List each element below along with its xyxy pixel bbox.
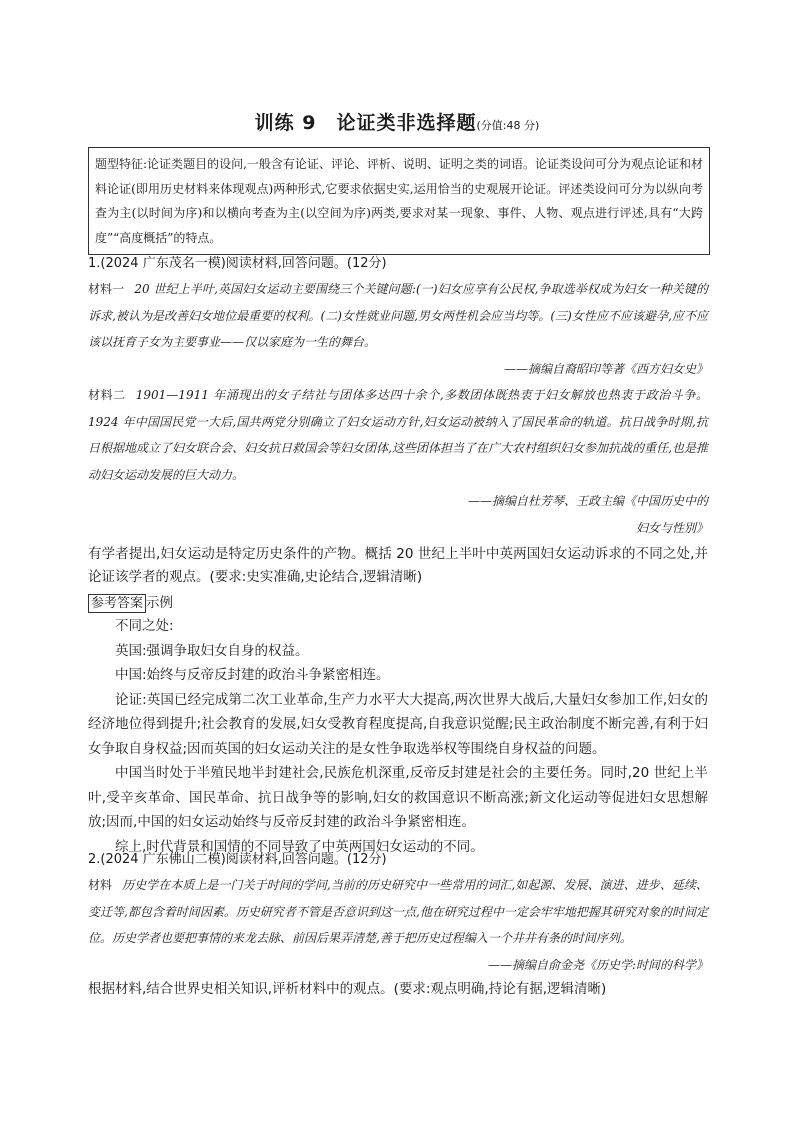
q1-answer-line-1: 不同之处: — [115, 618, 174, 634]
q1-material-1-source: ——摘编自裔昭印等著《西方妇女史》 — [503, 361, 708, 376]
q1-material-1-text: 20 世纪上半叶,英国妇女运动主要围绕三个关键问题:(一)妇女应享有公民权,争取选举权成为妇女一种关键的诉求,被认为是改善妇女地位最重要的权利。(二)女性就业问题,男女两性机会应当均等。(三)女性应不应该避孕,应不应该以抚育子女为主要事业——仅以家庭为一生的舞台。 — [88, 282, 708, 349]
q1-material-2-source-line1: ——摘编自杜芳琴、王政主编《中国历史中的 — [467, 494, 708, 508]
question-1-head: 1.(2024 广东茂名一模)阅读材料,回答问题。(12分) — [88, 256, 387, 271]
q1-answer-argument-uk: 论证:英国已经完成第二次工业革命,生产力水平大大提高,两次世界大战后,大量妇女参加工作,妇女的经济地位得到提升;社会教育的发展,妇女受教育程度提高,自我意识觉醒;民主政治制度不断完善,有利于妇女争取自身权益;因而英国的妇女运动关注的是女性争取选举权等围绕自身权益的问题。 — [88, 691, 708, 757]
q1-answer-line-3: 中国:始终与反帝反封建的政治斗争紧密相连。 — [115, 667, 390, 683]
q1-material-1 — [88, 276, 708, 356]
q2-material-label: 材料 — [88, 878, 113, 892]
q1-material-2-text: 1901—1911 年涌现出的女子结社与团体多达四十余个,多数团体既热衷于妇女解放也热衷于政治斗争。1924 年中国国民党一大后,国共两党分别确立了妇女运动方针,妇女运动被纳入了国民革命的轨道。抗日战争时期,抗日根据地成立了妇女联合会、妇女抗日救国会等妇女团体,这些团体担当了在广大农村组织妇女参加抗战的重任,也是推动妇女运动发展的巨大动力。 — [88, 388, 708, 482]
q2-material-source: ——摘编自俞金尧《历史学:时间的科学》 — [487, 957, 708, 972]
answer-example: 示例 — [146, 595, 174, 611]
q2-question: 根据材料,结合世界史相关知识,评析材料中的观点。(要求:观点明确,持论有据,逻辑清晰) — [88, 981, 607, 997]
type-features-box — [88, 147, 710, 255]
q1-answer-heading — [88, 592, 708, 614]
answer-label: 参考答案 — [88, 594, 146, 613]
page-title — [0, 108, 794, 135]
q1-answer-conclusion: 综上,时代背景和国情的不同导致了中英两国妇女运动的不同。 — [115, 838, 484, 855]
question-2-head: 2.(2024 广东佛山二模)阅读材料,回答问题。(12分) — [88, 852, 387, 867]
q1-answer-argument-china: 中国当时处于半殖民地半封建社会,民族危机深重,反帝反封建是社会的主要任务。同时,20 世纪上半叶,受辛亥革命、国民革命、抗日战争等的影响,妇女的救国意识不断高涨;新文化运动等促进妇女思想解放;因而,中国的妇女运动始终与反帝反封建的政治斗争紧密相连。 — [88, 765, 708, 830]
q1-question: 有学者提出,妇女运动是特定历史条件的产物。概括 20 世纪上半叶中英两国妇女运动诉求的不同之处,并论证该学者的观点。(要求:史实准确,史论结合,逻辑清晰) — [88, 546, 708, 585]
q1-material-2-label: 材料二 — [88, 388, 126, 402]
q1-material-2-source-line2: 妇女与性别》 — [635, 520, 708, 535]
q1-material-1-label: 材料一 — [88, 282, 125, 296]
type-features-text: 题型特征:论证类题目的设问,一般含有论证、评论、评析、说明、证明之类的词语。论证类设问可分为观点论证和材料论证(即用历史材料来体现观点)两种形式,它要求依据史实,运用恰当的史观展开论证。评述类设问可分为以纵向考查为主(以时间为序)和以横向考查为主(以空间为序)两类,要求对某一现象、事件、人物、观点进行评述,具有“大跨度”“高度概括”的特点。 — [95, 157, 703, 245]
q2-material-text: 历史学在本质上是一门关于时间的学问,当前的历史研究中一些常用的词汇,如起源、发展、演进、进步、延续、变迁等,都包含着时间因素。历史研究者不管是否意识到这一点,他在研究过程中一定会牢牢地把握其研究对象的时间定位。历史学者也要把事情的来龙去脉、前因后果弄清楚,善于把历史过程编入一个井井有条的时间序列。 — [88, 878, 708, 945]
question-2 — [88, 849, 708, 1001]
q2-material — [88, 872, 708, 952]
title-score: (分值:48 分) — [476, 119, 540, 132]
q1-material-2 — [88, 382, 708, 488]
question-1 — [88, 253, 708, 859]
q1-answer-line-2: 英国:强调争取妇女自身的权益。 — [115, 642, 309, 659]
title-main: 训练 9 论证类非选择题 — [254, 112, 477, 134]
